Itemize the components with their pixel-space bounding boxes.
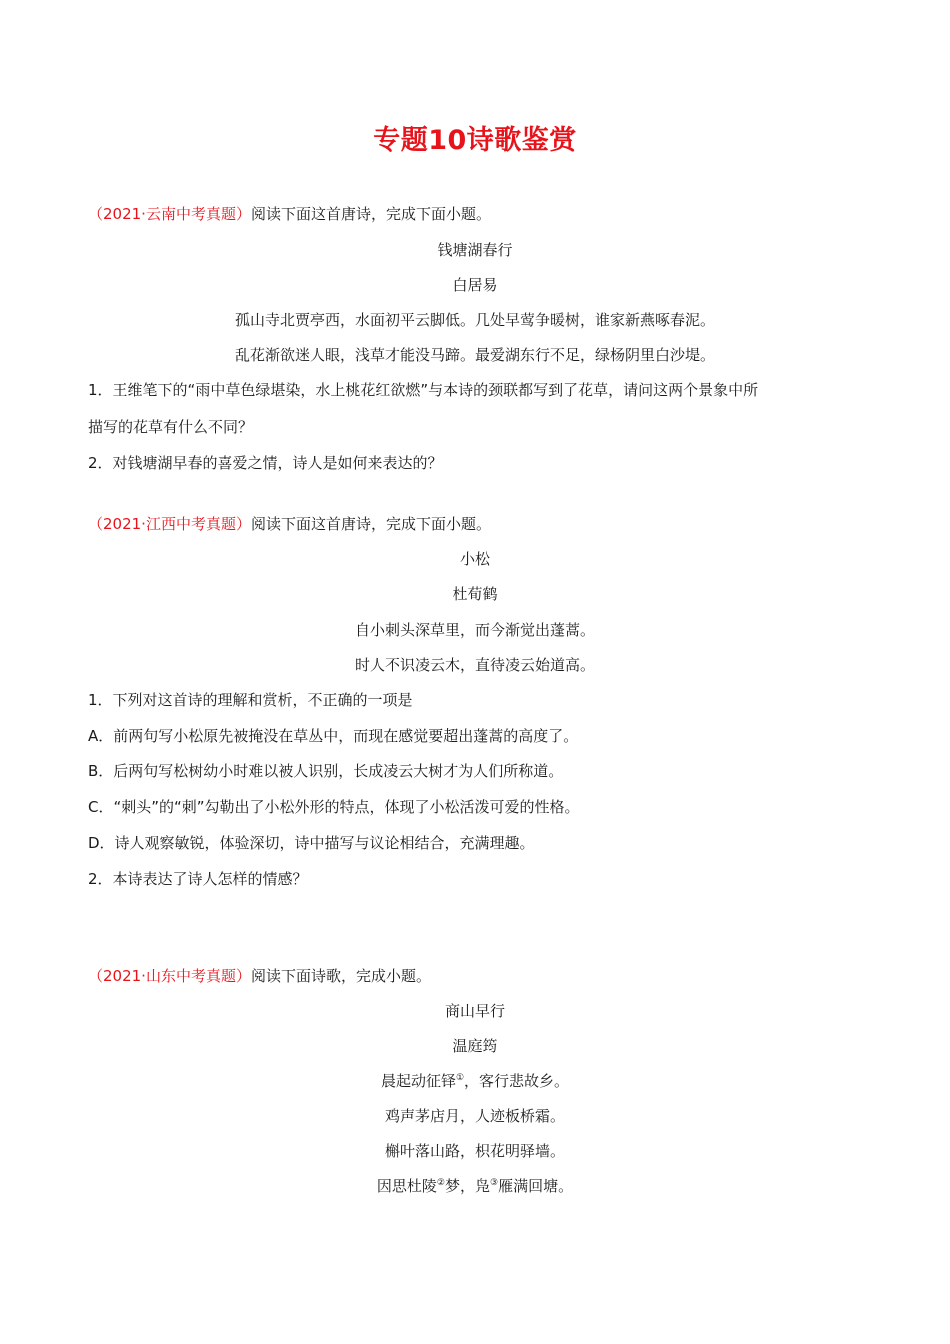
- section-3-poem-line: 鸡声茅店月，人迹板桥霜。: [384, 1107, 565, 1125]
- section-3-poem-title: 商山早行: [444, 1002, 505, 1020]
- section-2-poem-line: 时人不识凌云木，直待凌云始道高。: [354, 656, 595, 674]
- footnote-mark: ③: [490, 1178, 499, 1188]
- section-1-poem-line: 孤山寺北贾亭西，水面初平云脚低。几处早莺争暖树，谁家新燕啄春泥。: [234, 311, 715, 329]
- section-2-option-c: C．“刺头”的“刺”勾勒出了小松外形的特点，体现了小松活泼可爱的性格。: [88, 798, 580, 816]
- section-3-header: [88, 965, 868, 987]
- section-2-question: 2．本诗表达了诗人怎样的情感？: [88, 870, 308, 888]
- section-1-source: （2021·云南中考真题）: [88, 205, 251, 223]
- section-2-question: 1．下列对这首诗的理解和赏析，不正确的一项是: [88, 691, 413, 709]
- section-1-question: 1．王维笔下的“雨中草色绿堪染，水上桃花红欲燃”与本诗的颈联都写到了花草，请问这两个景象中所: [88, 381, 759, 399]
- section-2-header: [88, 513, 868, 535]
- section-3-poem-line: [0, 1070, 950, 1092]
- section-2-option-b: B．后两句写松树幼小时难以被人识别，长成凌云大树才为人们所称道。: [88, 762, 564, 780]
- section-1-poem-line: 乱花渐欲迷人眼，浅草才能没马蹄。最爱湖东行不足，绿杨阴里白沙堤。: [234, 346, 715, 364]
- section-3-intro: 阅读下面诗歌，完成小题。: [250, 967, 431, 985]
- section-1-header: [88, 203, 868, 225]
- section-1-intro: 阅读下面这首唐诗，完成下面小题。: [250, 205, 491, 223]
- footnote-mark: ②: [436, 1178, 445, 1188]
- poem-text: 梦，凫: [444, 1177, 490, 1195]
- section-1-question: 描写的花草有什么不同？: [88, 418, 254, 436]
- section-1-author: 白居易: [452, 276, 498, 294]
- section-1-poem-title: 钱塘湖春行: [437, 241, 513, 259]
- poem-text: 雁满回塘。: [498, 1177, 574, 1195]
- section-3-poem-line: [0, 1175, 950, 1197]
- section-1-question: 2．对钱塘湖早春的喜爱之情，诗人是如何来表达的？: [88, 454, 443, 472]
- section-3-source: （2021·山东中考真题）: [88, 967, 251, 985]
- section-2-poem-title: 小松: [459, 550, 490, 568]
- section-2-author: 杜荀鹤: [452, 585, 498, 603]
- poem-text: 晨起动征铎: [380, 1072, 456, 1090]
- section-3-poem-line: 槲叶落山路，枳花明驿墙。: [384, 1142, 565, 1160]
- page-title: 专题10诗歌鉴赏: [373, 125, 577, 156]
- section-2-option-d: D．诗人观察敏锐，体验深切，诗中描写与议论相结合，充满理趣。: [88, 834, 535, 852]
- section-2-option-a: A．前两句写小松原先被掩没在草丛中，而现在感觉要超出蓬蒿的高度了。: [88, 727, 579, 745]
- section-3-author: 温庭筠: [452, 1037, 498, 1055]
- section-2-intro: 阅读下面这首唐诗，完成下面小题。: [250, 515, 491, 533]
- poem-text: 因思杜陵: [376, 1177, 437, 1195]
- footnote-mark: ①: [455, 1073, 465, 1083]
- section-2-poem-line: 自小刺头深草里，而今渐觉出蓬蒿。: [354, 621, 595, 639]
- poem-text: ，客行悲故乡。: [464, 1072, 570, 1090]
- section-2-source: （2021·江西中考真题）: [88, 515, 251, 533]
